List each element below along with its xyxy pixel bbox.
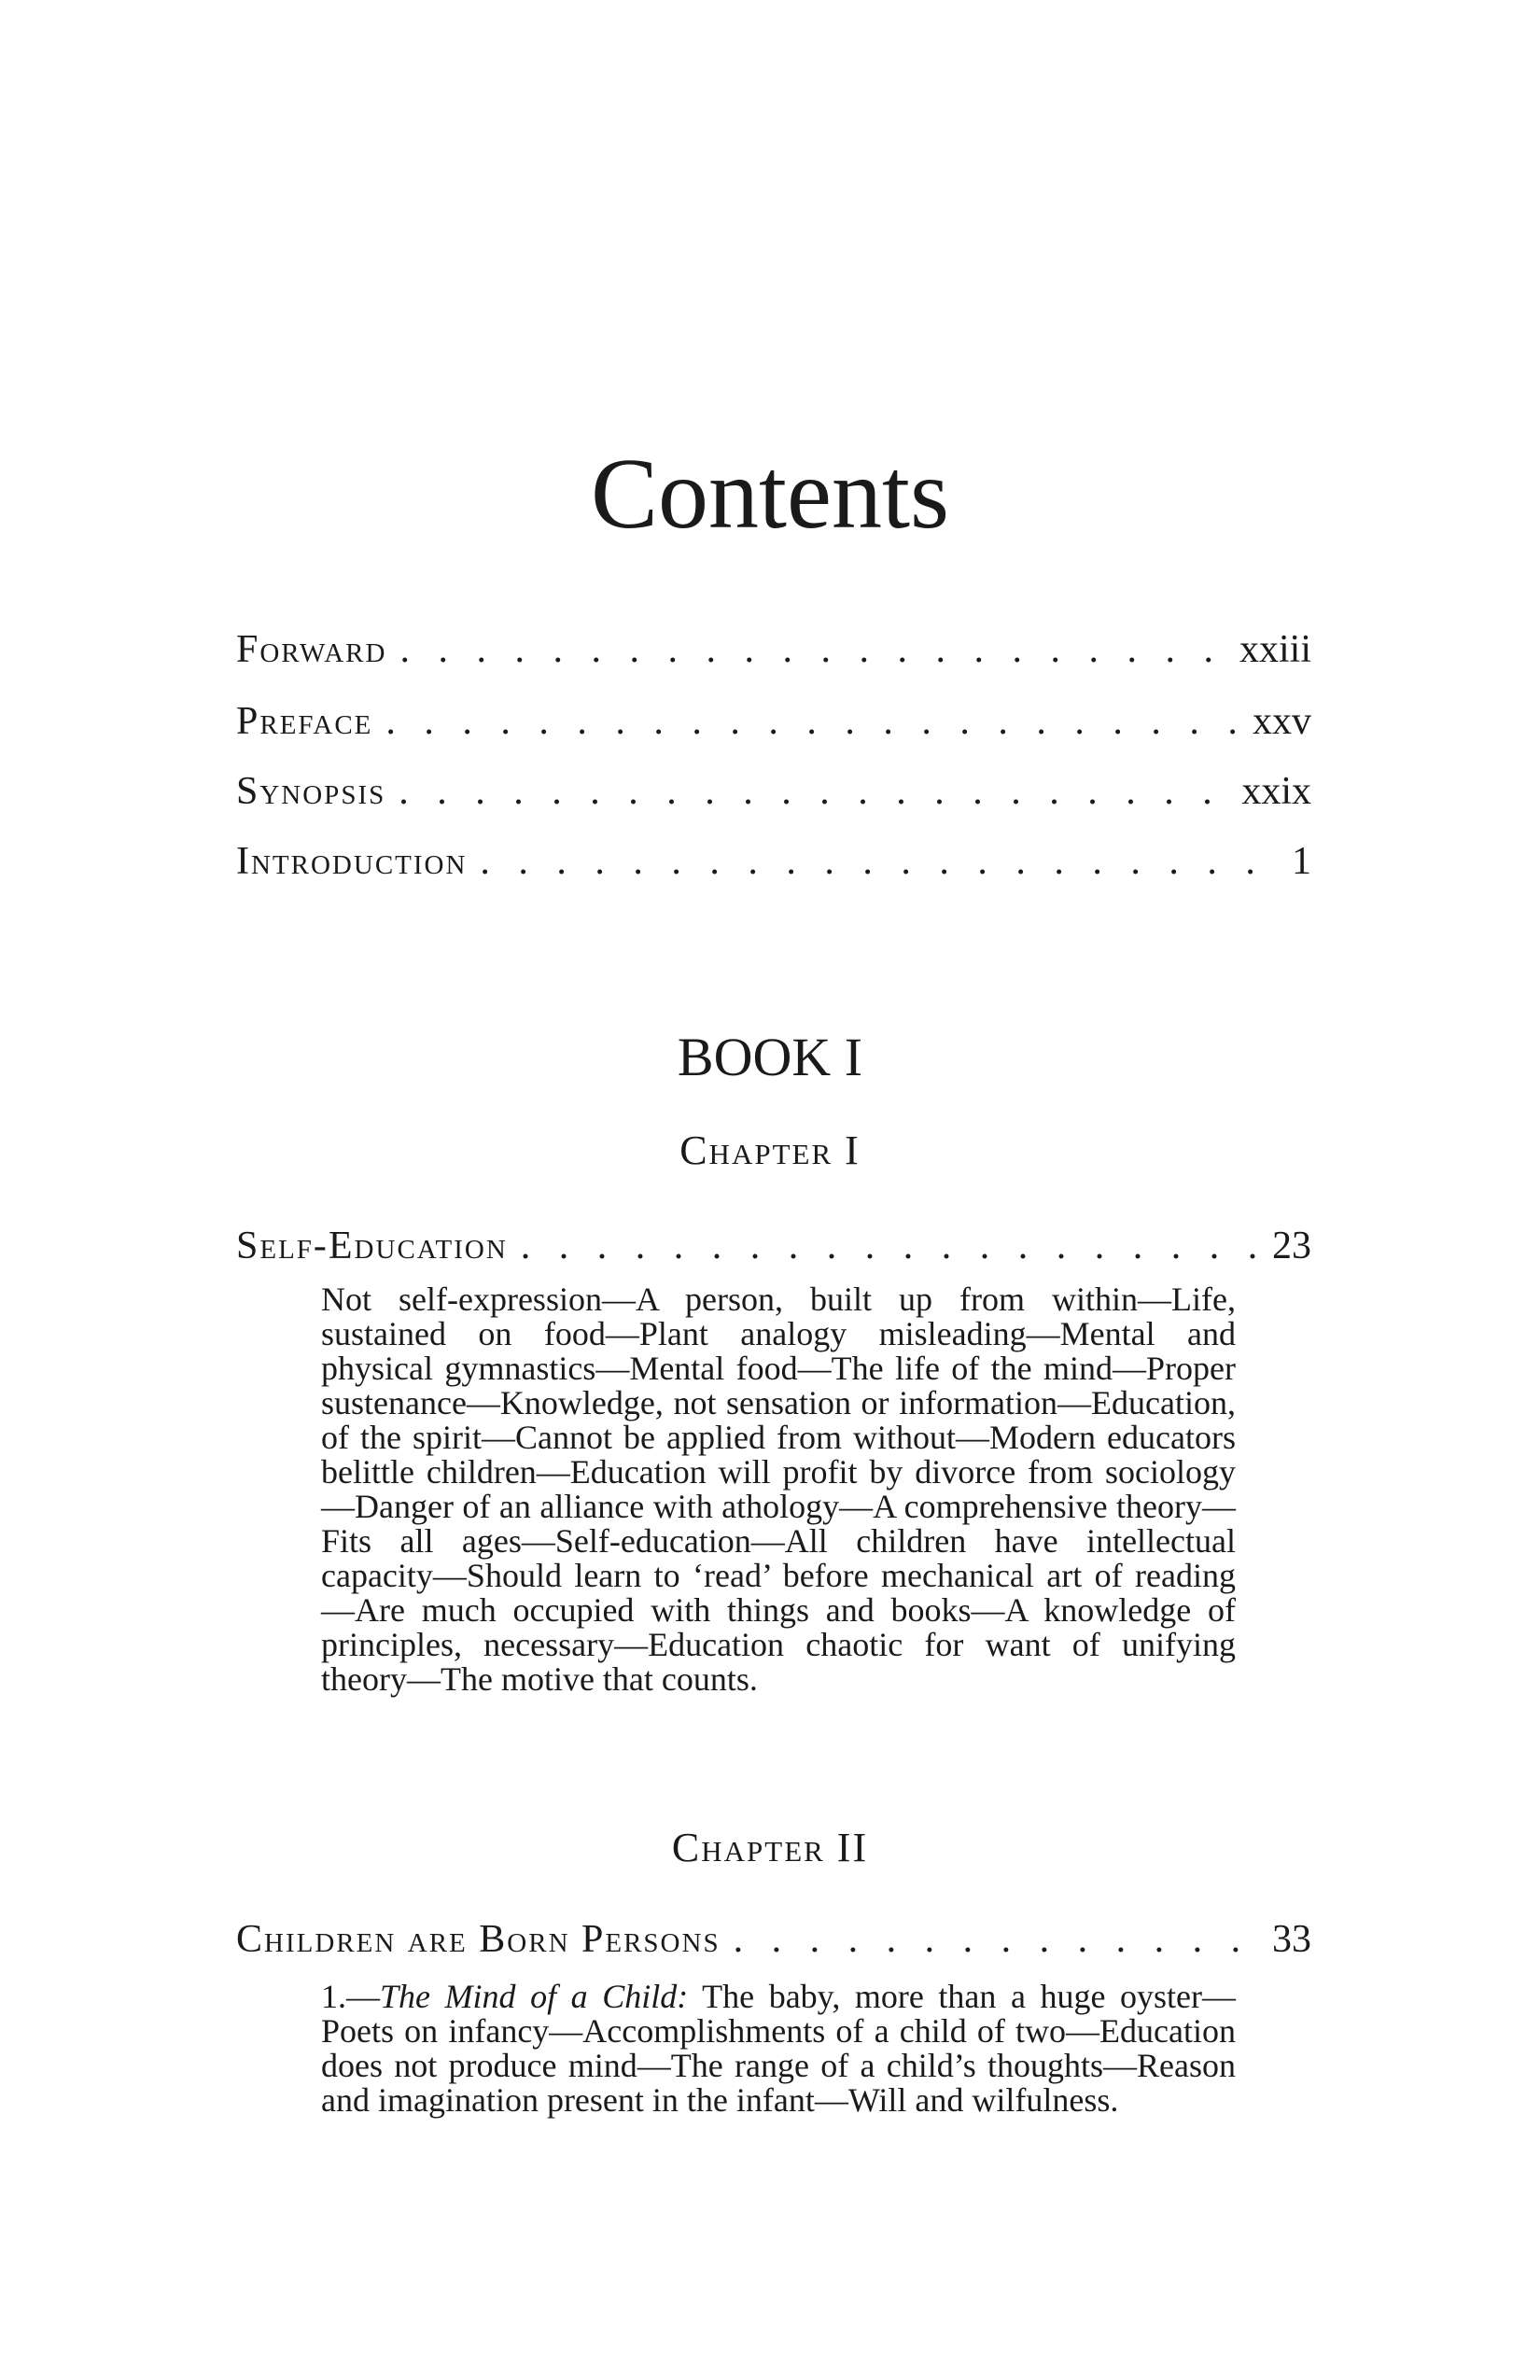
toc-entry-page: xxv [1253, 700, 1311, 743]
page-title: Contents [590, 439, 949, 550]
synopsis-prefix: 1.— [321, 1978, 380, 2015]
toc-entry-page: 33 [1272, 1918, 1311, 1961]
toc-entry-page: xxix [1241, 770, 1311, 813]
toc-entry-label: Self-Education [236, 1225, 508, 1267]
toc-entry-chapter-1[interactable] [236, 1218, 1311, 1274]
leader-dots [399, 763, 1228, 819]
toc-entry-label: Children are Born Persons [236, 1918, 721, 1961]
chapter-synopsis: Not self-expression—A person, built up from within—Life, sustained on food—Plant analogy misleading—Mental and physical gymnastics—Mental food—The life of the mind—Proper sustenance—Knowledge, not sensation or information—Education, of the spirit—Cannot be applied from without—Modern educators belittle children—Education will profit by divorce from sociology—Danger of an alliance with athology—A comprehensive theory—Fits all ages—Self-education—All children have intellectual capacity—Should learn to ‘read’ before mechanical art of reading—Are much occupied with things and books—A knowledge of principles, necessary—Education chaotic for want of unifying theory—The motive that counts. [321, 1281, 1236, 1698]
chapter-heading: Chapter II [671, 1825, 869, 1870]
toc-entry-page: xxiii [1239, 628, 1311, 671]
toc-entry-label: Preface [236, 700, 373, 743]
leader-dots [385, 693, 1239, 749]
chapter-heading: Chapter I [679, 1127, 861, 1173]
toc-entry-chapter-2[interactable] [236, 1911, 1311, 1967]
toc-entry-page: 1 [1292, 840, 1311, 883]
leader-dots [734, 1911, 1259, 1967]
synopsis-section-title: The Mind of a Child: [380, 1978, 689, 2015]
leader-dots [480, 833, 1279, 889]
toc-entry-label: Forward [236, 628, 387, 671]
synopsis-text: The baby, more than a huge oyster—Poets on infancy—Accomplishments of a child of two—Education does not produce mind—The range of a child’s thoughts—Reason and imagination present in the infant—Will and wilfulness. [321, 1978, 1237, 2119]
toc-entry-synopsis[interactable] [236, 763, 1311, 819]
toc-entry-forward[interactable] [236, 622, 1311, 678]
leader-dots [399, 622, 1226, 678]
toc-entry-label: Introduction [236, 840, 468, 883]
leader-dots [521, 1218, 1259, 1274]
toc-entry-page: 23 [1272, 1225, 1311, 1267]
toc-entry-introduction[interactable] [236, 833, 1311, 889]
toc-entry-label: Synopsis [236, 770, 386, 813]
chapter-synopsis [321, 1980, 1236, 2118]
book-heading: BOOK I [677, 1027, 863, 1087]
toc-entry-preface[interactable] [236, 693, 1311, 749]
